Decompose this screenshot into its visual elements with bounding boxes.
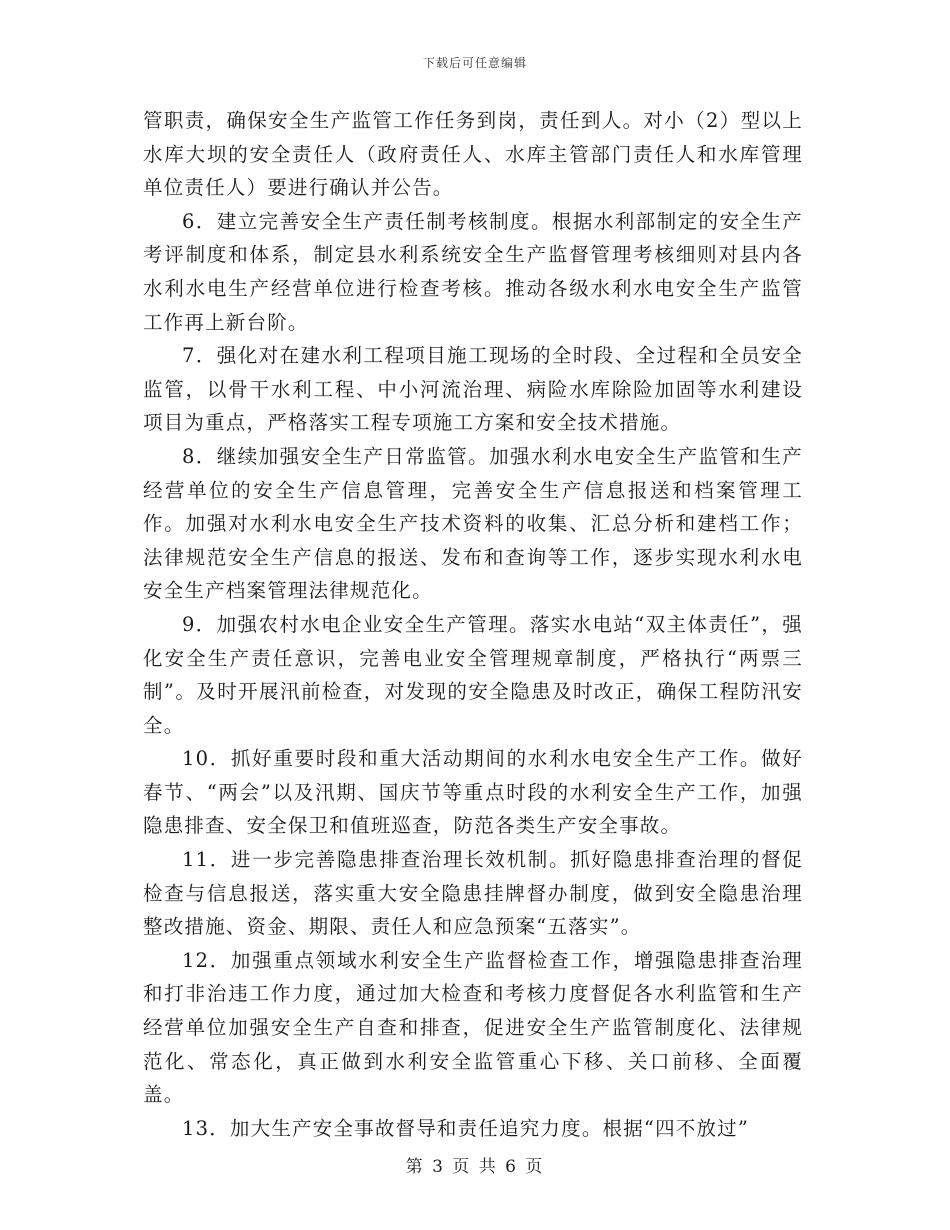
document-body: [143, 104, 803, 1145]
paragraph: 9．加强农村水电企业安全生产管理。落实水电站“双主体责任”，强化安全生产责任意识，完善电业安全管理规章制度，严格执行“两票三制”。及时开展汛前检查，对发现的安全隐患及时改正，确保工程防汛安全。: [143, 612, 803, 737]
paragraph: 7．强化对在建水利工程项目施工现场的全时段、全过程和全员安全监管，以骨干水利工程、中小河流治理、病险水库除险加固等水利建设项目为重点，严格落实工程专项施工方案和安全技术措施。: [143, 344, 803, 435]
paragraph: 10．抓好重要时段和重大活动期间的水利水电安全生产工作。做好春节、“两会”以及汛期、国庆节等重点时段的水利安全生产工作，加强隐患排查、安全保卫和值班巡查，防范各类生产安全事故。: [143, 747, 803, 838]
paragraph: 12．加强重点领域水利安全生产监督检查工作，增强隐患排查治理和打非治违工作力度，通过加大检查和考核力度督促各水利监管和生产经营单位加强安全生产自查和排查，促进安全生产监管制度化、法律规范化、常态化，真正做到水利安全监管重心下移、关口前移、全面覆盖。: [143, 948, 803, 1107]
paragraph: 11．进一步完善隐患排查治理长效机制。抓好隐患排查治理的督促检查与信息报送，落实重大安全隐患挂牌督办制度，做到安全隐患治理整改措施、资金、期限、责任人和应急预案“五落实”。: [143, 848, 803, 939]
paragraph: 管职责，确保安全生产监管工作任务到岗，责任到人。对小（2）型以上水库大坝的安全责任人（政府责任人、水库主管部门责任人和水库管理单位责任人）要进行确认并公告。: [143, 109, 803, 200]
paragraph: 8．继续加强安全生产日常监管。加强水利水电安全生产监管和生产经营单位的安全生产信息管理，完善安全生产信息报送和档案管理工作。加强对水利水电安全生产技术资料的收集、汇总分析和建档工作；法律规范安全生产信息的报送、发布和查询等工作，逐步实现水利水电安全生产档案管理法律规范化。: [143, 444, 803, 603]
paragraph: 13．加大生产安全事故督导和责任追究力度。根据“四不放过”: [182, 1116, 750, 1140]
paragraph: 6．建立完善安全生产责任制考核制度。根据水利部制定的安全生产考评制度和体系，制定县水利系统安全生产监督管理考核细则对县内各水利水电生产经营单位进行检查考核。推动各级水利水电安全生产监管工作再上新台阶。: [143, 209, 803, 334]
page-number: 第 3 页 共 6 页: [405, 1157, 545, 1177]
page-header-note: 下载后可任意编辑: [422, 56, 527, 70]
